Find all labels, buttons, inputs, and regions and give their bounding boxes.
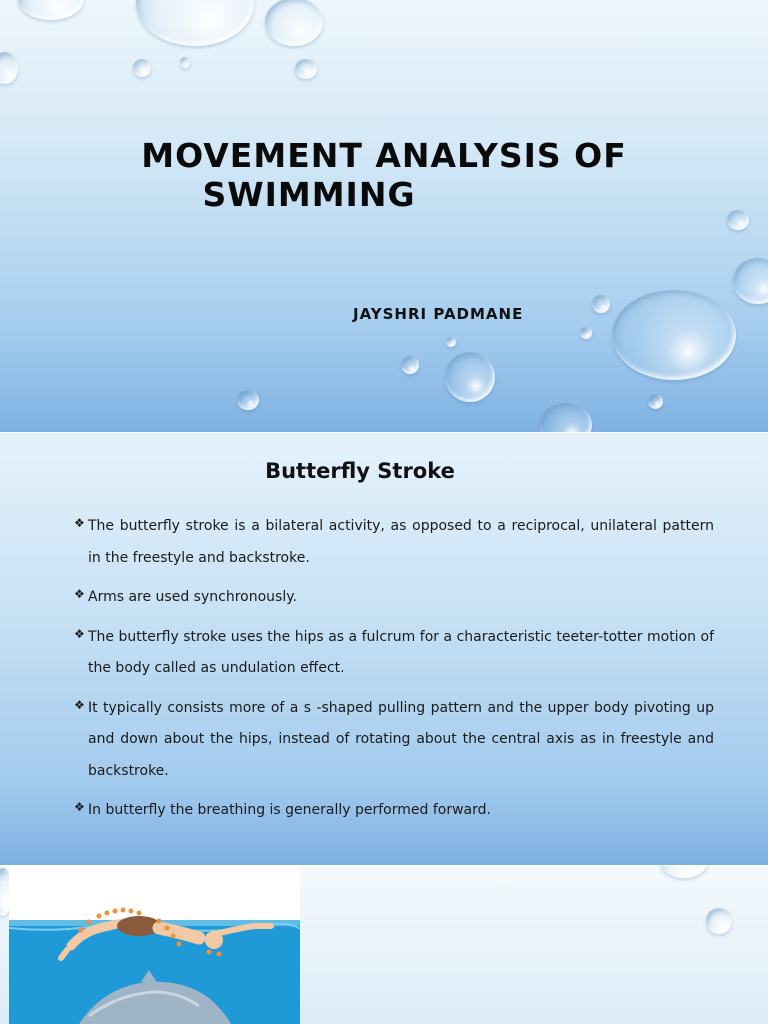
butterfly-stroke-slide xyxy=(0,433,768,865)
water-drop xyxy=(401,356,419,374)
water-drop xyxy=(648,394,663,409)
bullet-item xyxy=(74,693,714,788)
diamond-bullet-icon: ❖ xyxy=(74,587,85,601)
bullet-item xyxy=(74,582,714,614)
diamond-bullet-icon: ❖ xyxy=(74,697,85,712)
author-name: JAYSHRI PADMANE xyxy=(353,305,524,323)
water-drop xyxy=(592,295,610,313)
water-drop xyxy=(706,908,732,934)
bullet-text: It typically consists more of a s -shaped pulling pattern and the upper body pivoting up and down about the hips, instead of rotating about the central axis as in freestyle and backstroke. xyxy=(88,699,714,779)
title-line-1: MOVEMENT ANALYSIS OF xyxy=(141,136,627,175)
water-drop xyxy=(733,258,768,304)
title-line-2: SWIMMING xyxy=(202,175,416,214)
diamond-bullet-icon: ❖ xyxy=(74,516,85,530)
diamond-bullet-icon: ❖ xyxy=(74,800,85,814)
water-drop xyxy=(265,0,323,46)
water-drop xyxy=(133,59,151,77)
water-drop xyxy=(580,327,592,339)
water-drop xyxy=(0,52,18,84)
bullet-text: Arms are used synchronously. xyxy=(88,589,297,605)
bullet-item xyxy=(74,511,714,574)
water-drop xyxy=(180,57,190,68)
butterfly-swimmer-illustration xyxy=(9,866,300,1024)
water-drop xyxy=(660,866,708,878)
water-drop xyxy=(295,59,317,79)
title-slide xyxy=(0,0,768,432)
water-drop xyxy=(18,0,84,20)
slide-heading: Butterfly Stroke xyxy=(265,459,455,483)
water-drop xyxy=(446,337,456,347)
bullet-item xyxy=(74,622,714,685)
bullet-text: In butterfly the breathing is generally performed forward. xyxy=(88,802,491,818)
water-drop xyxy=(237,390,259,410)
diamond-bullet-icon: ❖ xyxy=(74,626,85,641)
water-drop xyxy=(540,403,592,432)
illustration-slide xyxy=(0,866,768,1024)
swimmer-butterfly-icon xyxy=(9,866,300,1024)
bullet-list xyxy=(74,511,714,835)
bullet-item xyxy=(74,795,714,827)
bullet-text: The butterfly stroke uses the hips as a fulcrum for a characteristic teeter-totter motion of the body called as undulation effect. xyxy=(88,628,714,676)
water-drop xyxy=(612,290,736,380)
water-drop xyxy=(136,0,254,46)
slide-title xyxy=(0,136,768,214)
water-drop xyxy=(445,352,495,402)
bullet-text: The butterfly stroke is a bilateral activity, as opposed to a reciprocal, unilateral pattern in the freestyle and backstroke. xyxy=(88,518,714,566)
